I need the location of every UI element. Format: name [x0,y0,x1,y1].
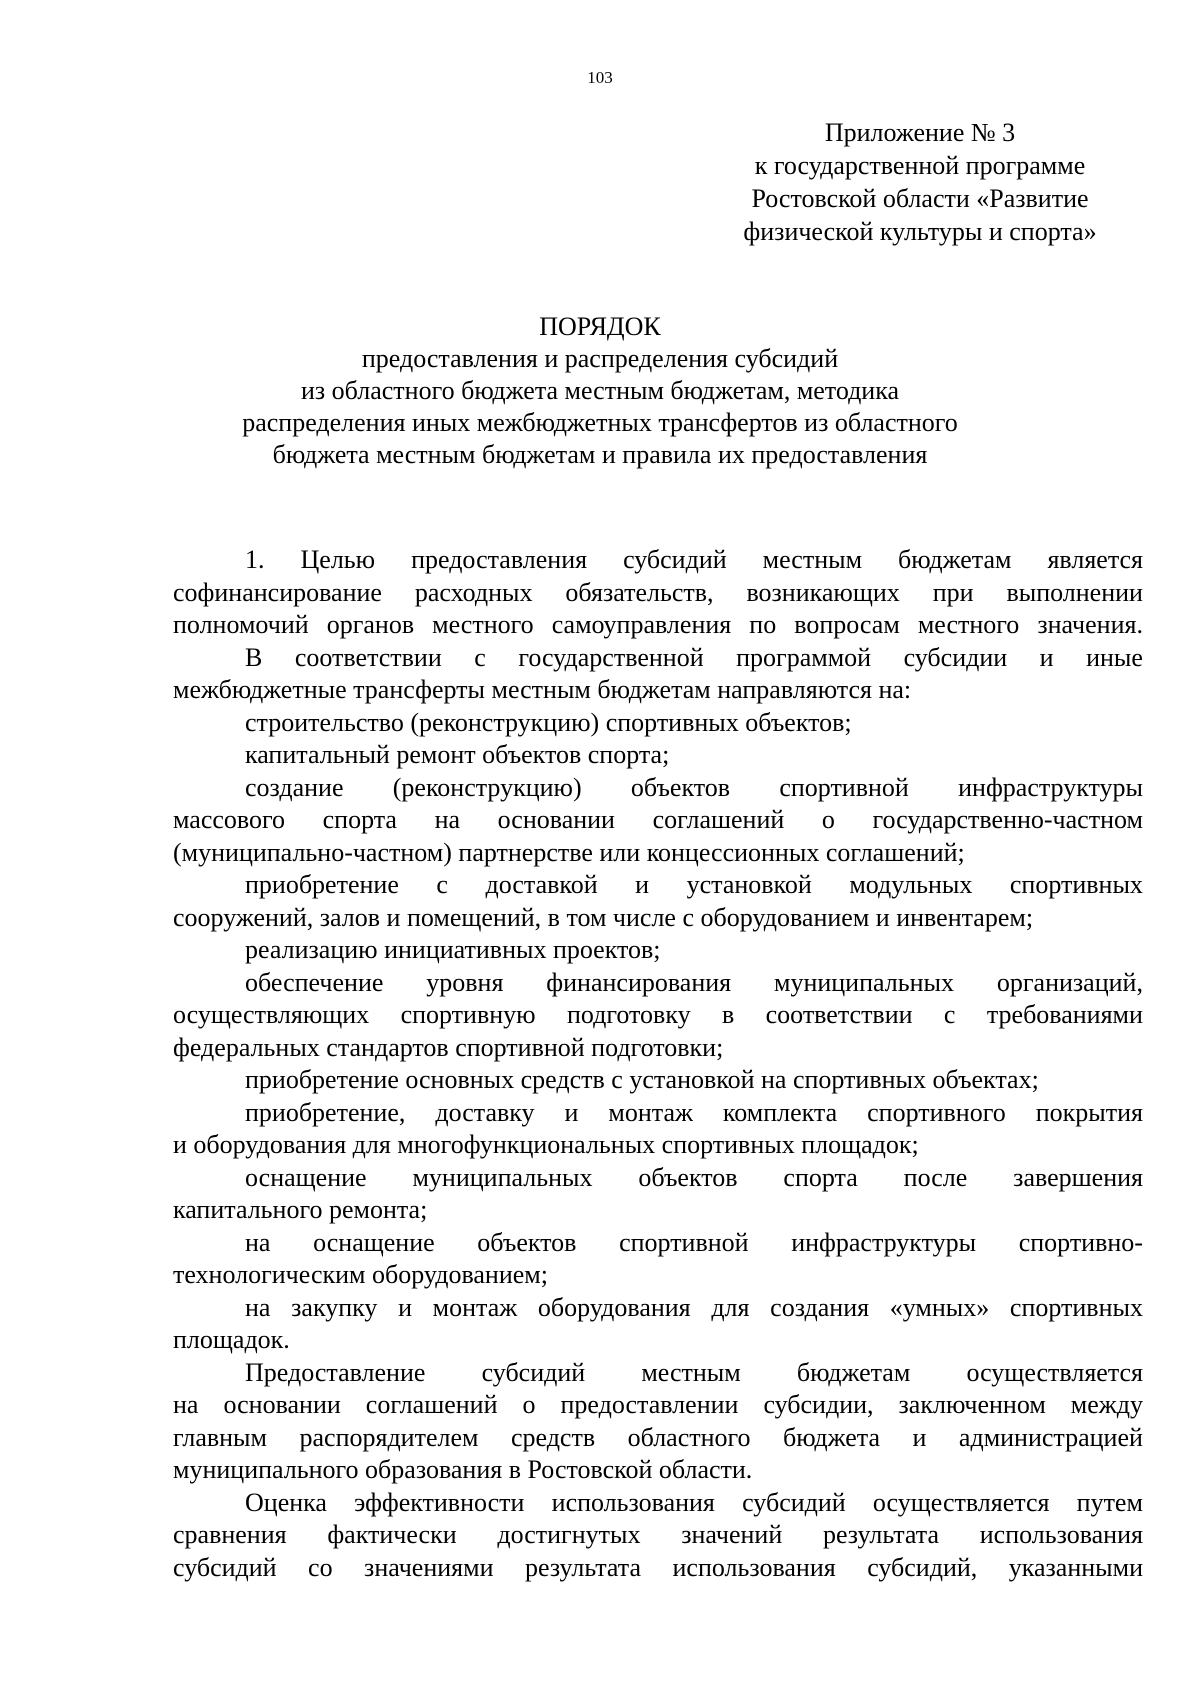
page-number: 103 [587,68,613,87]
body-text [173,544,1143,1584]
body-line: софинансирование расходных обязательств, возникающих при выполнении [173,577,1143,607]
appendix-line: Ростовской области «Развитие [751,184,1089,213]
body-line: на закупку и монтаж оборудования для создания «умных» спортивных [245,1292,1143,1322]
body-line: на оснащение объектов спортивной инфраструктуры спортивно- [245,1227,1143,1257]
body-line: создание (реконструкцию) объектов спортивной инфраструктуры [245,772,1143,802]
body-line: В соответствии с государственной программой субсидии и иные [245,642,1143,672]
body-line: Оценка эффективности использования субсидий осуществляется путем [245,1487,1143,1517]
appendix-header [720,116,1120,248]
subtitle-line: бюджета местным бюджетам и правила их предоставления [272,440,928,469]
appendix-line: Приложение № 3 [824,118,1016,147]
body-line: федеральных стандартов спортивной подготовки; [173,1032,724,1062]
body-line: межбюджетные трансферты местным бюджетам направляются на: [173,675,912,704]
body-line: капитального ремонта; [173,1195,428,1224]
subtitle-line: распределения иных межбюджетных трансфертов из областного [242,408,958,437]
appendix-line: физической культуры и спорта» [743,217,1097,246]
body-line: строительство (реконструкцию) спортивных объектов; [245,707,852,737]
body-line: сравнения фактически достигнутых значений результата использования [173,1520,1143,1549]
subtitle-line: из областного бюджета местным бюджетам, методика [300,376,899,405]
body-line: приобретение основных средств с установкой на спортивных объектах; [245,1065,1039,1094]
body-line: 1. Целью предоставления субсидий местным бюджетам является [245,545,1143,574]
body-line: обеспечение уровня финансирования муниципальных организаций, [245,967,1143,997]
body-line: технологическим оборудованием; [173,1260,548,1289]
body-line: сооружений, залов и помещений, в том числе с оборудованием и инвентарем; [173,902,1034,932]
body-line: полномочий органов местного самоуправления по вопросам местного значения. [173,610,1143,639]
body-line: муниципального образования в Ростовской области. [173,1455,753,1484]
body-line: (муниципально-частном) партнерстве или концессионных соглашений; [173,837,965,867]
document-title: ПОРЯДОК [539,312,661,341]
body-line: капитальный ремонт объектов спорта; [245,740,670,769]
appendix-line: к государственной программе [754,151,1086,180]
body-line: площадок. [173,1325,290,1354]
body-line: оснащение муниципальных объектов спорта после завершения [245,1162,1143,1192]
body-line: массового спорта на основании соглашений о государственно-частном [173,805,1143,834]
body-line: и оборудования для многофункциональных спортивных площадок; [173,1130,919,1159]
document-subtitle [0,343,1200,471]
body-line: субсидий со значениями результата использования субсидий, указанными [173,1552,1143,1582]
body-line: Предоставление субсидий местным бюджетам осуществляется [245,1357,1143,1387]
subtitle-line: предоставления и распределения субсидий [361,344,839,373]
body-line: приобретение с доставкой и установкой модульных спортивных [245,870,1143,899]
body-line: реализацию инициативных проектов; [245,935,661,964]
body-line: осуществляющих спортивную подготовку в соответствии с требованиями [173,1000,1143,1029]
body-line: приобретение, доставку и монтаж комплекта спортивного покрытия [245,1097,1143,1127]
body-line: главным распорядителем средств областного бюджета и администрацией [173,1422,1143,1452]
body-line: на основании соглашений о предоставлении субсидии, заключенном между [173,1390,1143,1419]
